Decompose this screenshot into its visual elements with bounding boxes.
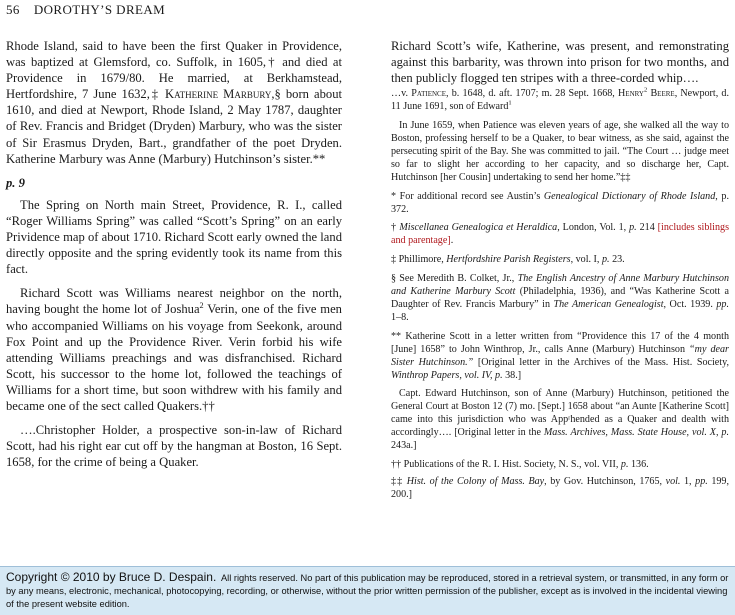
- footnote-double-dagger: [391, 254, 729, 267]
- text: †† Publications of the R. I. Hist. Society, N. S., vol. VII,: [391, 458, 621, 470]
- text: 1,: [680, 475, 696, 487]
- left-column: [6, 38, 342, 478]
- text: 243a.]: [391, 440, 417, 452]
- citation-title: The English Ancestry of Anne Marbury Hutchinson and Katherine Marbury Scott: [391, 273, 730, 298]
- text: …v.: [391, 88, 412, 100]
- page-abbrev: p.: [601, 254, 610, 266]
- text: Richard Scott was Williams nearest neighbor on the north, having bought the home lot of Joshua: [6, 286, 342, 317]
- book-title: DOROTHY’S DREAM: [33, 2, 166, 17]
- text: , p. 372.: [391, 190, 729, 215]
- page-abbrev: p.: [620, 458, 629, 470]
- text: Verin, one of the five men who accompanied Williams on his voyage from Seekonk, around Fox Point and up the Providence River. Verin forbid his wife attending Williams preachings and was disfranchised. Richard Scott, his successor to the home lot, followed the teachings of Williams for a short time, but soon withdrew with his family and became one of the sect called Quakers.††: [6, 302, 342, 413]
- text: Rhode Island, said to have been the first Quaker in Providence, was baptized at Glemsford, co. Suffolk, in 1605,† and died at Providence in 1679/80. He married, at Berkhamstead, Hertfordshire, 7 June 1632,‡: [6, 39, 342, 102]
- paragraph-scott-baptism: [6, 38, 342, 167]
- citation-title: Hist. of the Colony of Mass. Bay: [406, 475, 545, 487]
- paragraph-neighbor: [6, 285, 342, 414]
- quotation: “my dear Sister Hutchinson.”: [391, 343, 729, 368]
- page-abbrev: pp.: [695, 475, 708, 487]
- text: 1–8.: [391, 311, 409, 323]
- running-header: [6, 2, 726, 22]
- paragraph-patience-boston: In June 1659, when Patience was eleven years of age, she walked all the way to Boston, professing herself to be a Quaker, to bear witness, as she said, against the persecuting spirit of the Bay. She was committed to jail. “The Court … judge meet so far to slight her according to her capacity, and so discharge her, Capt. Hutchinson [her Cousin] undertaking to send her home.”‡‡: [391, 120, 729, 183]
- footnote-capt-hutchinson: [391, 388, 729, 453]
- right-column: [391, 38, 729, 506]
- copyright-footer: [0, 566, 735, 615]
- citation-title: Winthrop Papers, vol. IV, p.: [391, 369, 503, 381]
- person-name: Katherine Marbury: [165, 87, 272, 102]
- person-name: Patience: [411, 88, 446, 100]
- text: ‡ Phillimore,: [391, 254, 447, 266]
- citation-title: The American Genealogist: [553, 298, 664, 310]
- person-name: Beere: [647, 88, 675, 100]
- citation-title: Miscellanea Genealogica et Heraldica: [399, 222, 558, 234]
- rights-statement: All rights reserved. No part of this publication may be reproduced, stored in a retrieval system, or transmitted, in any form or by any means, electronic, mechanical, photocopying, recording, or otherwise, without the prior written permission of the publisher, except as is involved in the incidental viewing of the present website edition.: [6, 573, 729, 609]
- footnote-double-dagger-2: [391, 459, 729, 472]
- text: 136.: [628, 458, 649, 470]
- superscript: 1: [508, 99, 512, 107]
- footnote-asterisk: [391, 191, 729, 217]
- person-name: Henry: [618, 88, 644, 100]
- text: 38.]: [502, 369, 522, 381]
- editor-note: [includes siblings and parentage]: [391, 222, 729, 247]
- superscript: 2: [199, 301, 204, 311]
- paragraph-katherine-quote: Richard Scott’s wife, Katherine, was present, and remonstrating against this barbarity, was thrown into prison for two months, and then publicly flogged ten stripes with a three-corded whip….: [391, 39, 729, 86]
- text: , b. 1648, d. aft. 1707; m. 28 Sept. 1668,: [445, 88, 619, 100]
- page-abbrev: p.: [629, 222, 637, 234]
- child-entry-patience: [391, 88, 729, 114]
- copyright-line: Copyright © 2010 by Bruce D. Despain.: [6, 570, 217, 584]
- text: , Newport, d. 11 June 1691, son of Edward: [391, 88, 729, 113]
- text: (Philadelphia, 1936), and “Was Katherine Scott a Daughter of Rev. Francis Marbury” in: [391, 286, 729, 310]
- vol-abbrev: vol.: [665, 475, 681, 487]
- text: , by Gov. Hutchinson, 1765,: [544, 475, 666, 487]
- text: 23.: [609, 254, 625, 266]
- citation-title: Genealogical Dictionary of Rhode Island: [543, 190, 716, 202]
- page-reference: p. 9: [6, 175, 25, 190]
- text: § See Meredith B. Colket, Jr.,: [391, 273, 518, 285]
- citation-title: Mass. Archives, Mass. State House, vol. X, p.: [543, 427, 729, 439]
- footnote-double-double-dagger: [391, 476, 729, 502]
- paragraph-spring: The Spring on North main Street, Providence, R. I., called “Roger Williams Spring” was called “Scott’s Spring” on an early Prividence map of about 1710. Richard Scott early owned the land directly opposite and the spring evidently took its name from this fact.: [6, 197, 342, 277]
- text: , London, Vol. 1,: [557, 222, 630, 234]
- text: ‡‡: [391, 475, 407, 487]
- paragraph-holder: ….Christopher Holder, a prospective son-in-law of Richard Scott, had his right ear cut off by the hangman at Boston, 16 Sept. 1658, for the crime of being a Quaker.: [6, 423, 342, 470]
- text: , Oct. 1939.: [663, 298, 717, 310]
- text: ,§ born about 1610, and died at Newport, Rhode Island, 2 May 1787, daughter of Rev. Francis and Bridget (Dryden) Marbury, who was the sister of Sir Erasmus Dryden, Bart., grandfather of the poet Dryden. Katherine Marbury was Anne (Marbury) Hutchinson’s sister.**: [6, 87, 343, 166]
- superscript: 2: [643, 86, 648, 94]
- footnote-double-asterisk: [391, 331, 729, 383]
- text: , vol. I,: [570, 254, 602, 266]
- text: 199, 200.]: [391, 475, 729, 500]
- citation-title: Hertfordshire Parish Registers: [446, 254, 571, 266]
- text: 214: [636, 222, 658, 234]
- page-abbrev: pp.: [716, 298, 729, 310]
- text: †: [391, 222, 400, 234]
- text: * For additional record see Austin’s: [391, 190, 544, 202]
- footnote-dagger: [391, 222, 729, 248]
- page-number: 56: [6, 2, 20, 17]
- text: .: [450, 235, 454, 247]
- footnote-section: [391, 273, 729, 325]
- text: [Original letter in the Archives of the Mass. Hist. Society,: [473, 356, 729, 368]
- text: Capt. Edward Hutchinson, son of Anne (Marbury) Hutchinson, petitioned the General Court at Boston 12 (7) mo. [Sept.] 1658 about “an Aunte [Katherine Scott] came into this jurisdiction who was Appʳhended as a Quaker and dealth with accordingly…. [Original letter in the: [391, 388, 729, 439]
- text: ** Katherine Scott in a letter written from “Providence this 17 of the 4 month [June] 1658” to John Winthrop, Jr., calls Anne (Marbury) Hutchinson: [391, 330, 729, 355]
